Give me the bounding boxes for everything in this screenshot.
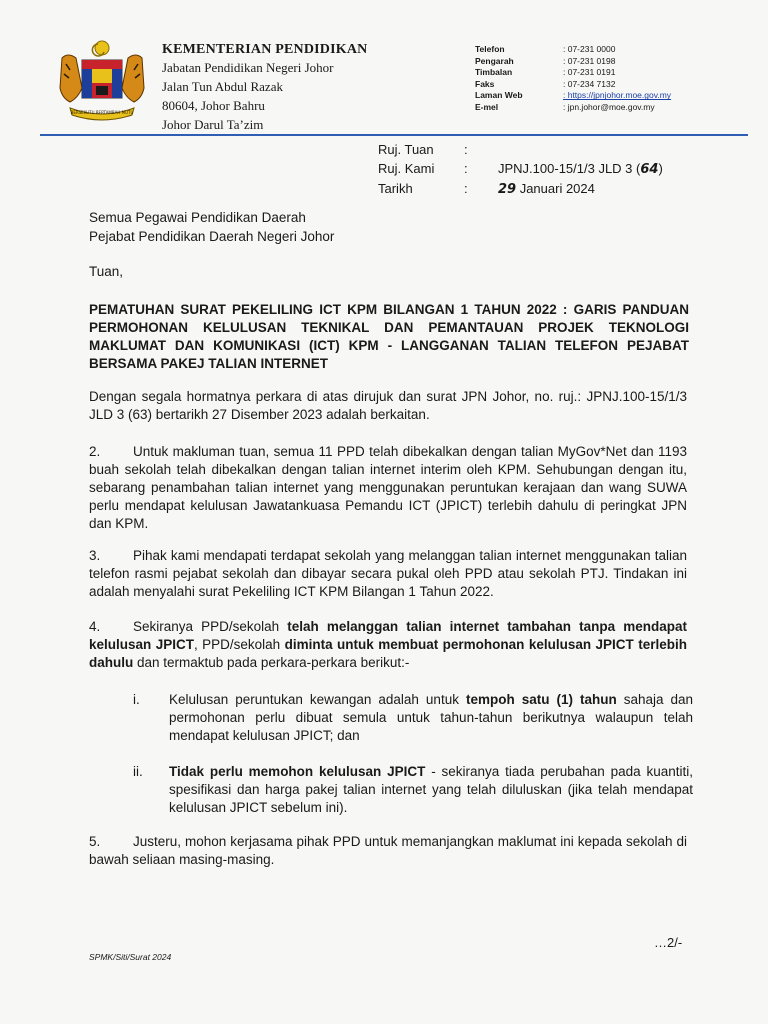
reference-block [378,140,663,199]
contact-block [475,44,671,114]
ruj-kami-prefix: JPNJ.100-15/1/3 JLD 3 ( [498,161,641,176]
list-item [133,763,693,817]
paragraph-5 [89,833,687,869]
list-item-bold: Tidak perlu memohon kelulusan JPICT [169,764,426,779]
colon: : [464,181,468,196]
list-item-text: Kelulusan peruntukan kewangan adalah untuk [169,692,466,707]
paragraph-number: 4. [89,619,101,634]
paragraph-bold: diminta untuk membuat permohonan kelulusan JPICT terlebih dahulu [89,637,687,670]
contact-label: Telefon [475,44,505,54]
ruj-kami-suffix: ) [658,161,663,176]
subject-heading: PEMATUHAN SURAT PEKELILING ICT KPM BILANGAN 1 TAHUN 2022 : GARIS PANDUAN PERMOHONAN KELULUSAN TEKNIKAL DAN PEMANTAUAN PROJEK TEKNOLOGI MAKLUMAT DAN KOMUNIKASI (ICT) KPM - LANGGANAN TALIAN TELEFON PEJABAT BERSAMA PAKEJ TALIAN INTERNET [89,302,689,371]
paragraph-3 [89,547,687,601]
letterhead-divider [40,134,748,136]
recipient-line: Pejabat Pendidikan Daerah Negeri Johor [89,229,335,244]
paragraph-bold: telah melanggan talian internet tambahan tanpa mendapat kelulusan JPICT [89,619,687,652]
colon: : [464,142,468,157]
list-item-bold: tempoh satu (1) tahun [465,692,617,707]
page-continuation: …2/- [654,935,683,950]
recipient-block [89,208,334,246]
address-line: Johor Darul Ta’zim [162,117,264,132]
recipient-line: Semua Pegawai Pendidikan Daerah [89,210,306,225]
contact-label: Laman Web [475,90,523,101]
crest-motto: BERSEKUTU BERTAMBAH MUTU [70,110,134,115]
paragraph-text: Untuk makluman tuan, semua 11 PPD telah dibekalkan dengan talian MyGov*Net dan 1193 buah sekolah telah dibekalkan dengan talian internet interim oleh KPM. Sehubungan dengan itu, sebarang penambahan talian internet yang menggunakan peruntukan kerajaan dan wang SUWA perlu mendapat kelulusan Jawatankuasa Pemandu ICT (JPICT) terlebih dahulu di peringkat JPN dan KPM. [89,444,687,531]
address-line: Jabatan Pendidikan Negeri Johor [162,60,334,75]
contact-value: : 07-231 0000 [563,44,616,54]
footer-reference: SPMK/Siti/Surat 2024 [89,952,172,962]
website-link[interactable]: : https://jpnjohor.moe.gov.my [563,90,672,101]
ruj-kami-value [498,159,663,179]
list-item-number: i. [133,692,140,707]
paragraph-number: 2. [89,444,101,459]
paragraph-4 [89,618,687,672]
ministry-name: KEMENTERIAN PENDIDIKAN [162,42,368,57]
paragraph-text: Pihak kami mendapati terdapat sekolah yang melanggan talian internet menggunakan talian telefon rasmi pejabat sekolah dan dibayar secara pukal oleh PPD atau sekolah PTJ. Tindakan ini adalah menyalahi surat Pekeliling ICT KPM Bilangan 1 Tahun 2022. [89,548,687,599]
contact-label: Timbalan [475,67,513,78]
list-item-number: ii. [133,764,143,779]
colon: : [464,161,468,176]
contact-value: : 07-231 0191 [563,67,616,78]
salutation: Tuan, [89,264,124,279]
email-value: : jpn.johor@moe.gov.my [563,101,655,112]
contact-value: : 07-231 0198 [563,55,616,66]
tarikh-rest: Januari 2024 [516,181,595,196]
contact-value: : 07-234 7132 [563,78,616,89]
ruj-kami-label: Ruj. Kami [378,161,435,176]
paragraph-text: Justeru, mohon kerjasama pihak PPD untuk memanjangkan maklumat ini kepada sekolah di bawah seliaan masing-masing. [89,834,687,867]
list-item-text: sahaja dan permohonan perlu dibuat semula untuk tahun-tahun berikutnya walaupun telah mendapat kelulusan JPICT; dan [169,692,694,743]
tarikh-label: Tarikh [378,181,413,196]
paragraph-text: , PPD/sekolah [193,637,285,652]
paragraph-number: 5. [89,834,101,849]
contact-label: Faks [475,78,495,89]
paragraph-2 [89,443,687,533]
handwritten-day: 29 [498,182,517,197]
paragraph-text: Sekiranya PPD/sekolah [133,619,288,634]
handwritten-ref-number: 64 [640,162,659,177]
list-item [133,691,693,745]
address-line: Jalan Tun Abdul Razak [162,79,283,94]
contact-label: Pengarah [475,55,514,66]
malaysia-coat-of-arms-icon [54,38,150,124]
paragraph-text: dan termaktub pada perkara-perkara berikut:- [133,655,410,670]
paragraph-1: Dengan segala hormatnya perkara di atas dirujuk dan surat JPN Johor, no. ruj.: JPNJ.100-15/1/3 JLD 3 (63) bertarikh 27 Disember 2023 adalah berkaitan. [89,389,687,422]
address-line: 80604, Johor Bahru [162,98,265,113]
tarikh-value [498,179,595,199]
agency-block [162,42,367,134]
paragraph-number: 3. [89,548,101,563]
contact-label: E-mel [475,101,499,112]
list-item-text: - sekiranya tiada perubahan pada kuantiti, spesifikasi dan harga pakej talian internet yang telah diluluskan (jika telah mendapat kelulusan JPICT sebelum ini). [169,764,694,815]
ruj-tuan-label: Ruj. Tuan [378,142,434,157]
